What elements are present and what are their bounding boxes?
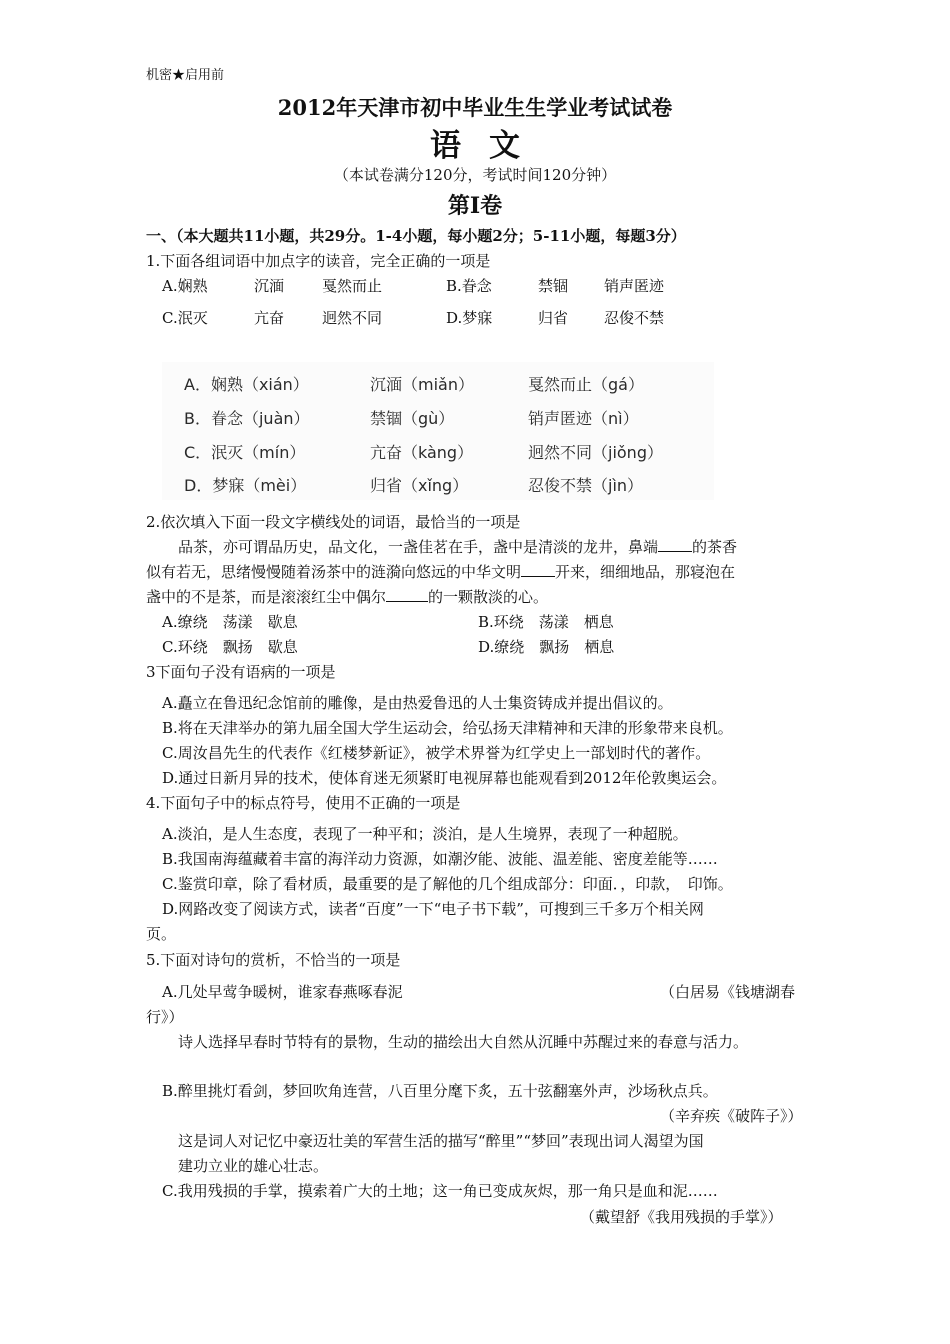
q2-blank-1: [658, 537, 692, 552]
q1-option-d-2: 归省: [538, 309, 569, 327]
pinyin-a-3: 戛然而止（gá）: [528, 375, 644, 394]
q5-option-a-poem: A.几处早莺争暖树，谁家春燕啄春泥: [162, 983, 403, 1001]
q1-option-d-3: 忍俊不禁: [604, 309, 665, 327]
q5-option-a-source-continued: 行》）: [146, 1008, 184, 1026]
q2-stem: 2.依次填入下面一段文字横线处的词语，最恰当的一项是: [146, 513, 521, 531]
pinyin-b-1: B．眷念（juàn）: [184, 409, 310, 428]
q5-option-a-source: （白居易《钱塘湖春: [660, 983, 796, 1001]
q2-text: 盏中的不是茶，而是滚滚红尘中偶尔: [146, 588, 387, 606]
q2-text: 似有若无，思绪慢慢随着汤茶中的涟漪向悠远的中华文明: [146, 563, 522, 581]
q4-option-c: C.鉴赏印章，除了看材质，最重要的是了解他的几个组成部分：印面．，印款， 印饰。: [162, 875, 733, 893]
part-title: 第Ⅰ卷: [447, 193, 503, 219]
pinyin-b-2: 禁锢（gù）: [370, 409, 455, 428]
q5-option-b-comment-continued: 建功立业的雄心壮志。: [178, 1157, 329, 1175]
q5-option-c-poem: C.我用残损的手掌，摸索着广大的土地；这一角已变成灰烬，那一角只是血和泥……: [162, 1182, 718, 1200]
q1-option-c-2: 亢奋: [254, 309, 285, 327]
q2-text: 的茶香: [692, 538, 738, 556]
pinyin-a-2: 沉湎（miǎn）: [370, 375, 474, 394]
q2-text: 的一颗散淡的心。: [428, 588, 549, 606]
q1-option-c-3: 迥然不同: [322, 309, 383, 327]
q2-passage-line-2: [146, 561, 735, 582]
q2-blank-3: [386, 587, 428, 602]
q4-option-d-continued: 页。: [146, 925, 177, 943]
q1-option-b-1: B.眷念: [446, 277, 492, 295]
q4-option-b: B.我国南海蕴藏着丰富的海洋动力资源，如潮汐能、波能、温差能、密度差能等……: [162, 850, 718, 868]
q2-option-c: C.环绕 飘扬 歇息: [162, 638, 298, 656]
q5-option-c-source: （戴望舒《我用残损的手掌》）: [580, 1208, 783, 1226]
q5-stem: 5.下面对诗句的赏析，不恰当的一项是: [146, 951, 401, 969]
confidential-mark: 机密★启用前: [146, 68, 225, 83]
q2-blank-2: [521, 562, 555, 577]
pinyin-d-2: 归省（xǐng）: [370, 476, 469, 495]
q1-option-b-2: 禁锢: [538, 277, 569, 295]
q4-option-a: A.淡泊，是人生态度，表现了一种平和；淡泊，是人生境界，表现了一种超脱。: [162, 825, 688, 843]
q1-option-a-3: 戛然而止: [322, 277, 383, 295]
pinyin-answer-image: [162, 362, 714, 500]
q5-option-b-comment: 这是词人对记忆中豪迈壮美的军营生活的描写“醉里”“梦回”表现出词人渴望为国: [178, 1132, 704, 1150]
q1-option-b-3: 销声匿迹: [604, 277, 665, 295]
q2-text: 开来，细细地品，那寝泡在: [555, 563, 736, 581]
pinyin-d-3: 忍俊不禁（jìn）: [528, 476, 644, 495]
q5-option-a-comment: 诗人选择早春时节特有的景物，生动的描绘出大自然从沉睡中苏醒过来的春意与活力。: [178, 1033, 749, 1051]
pinyin-c-3: 迥然不同（jiǒng）: [528, 443, 663, 462]
q2-text: 品茶，亦可谓品历史，品文化，一盏佳茗在手，盏中是清淡的龙井，鼻端: [178, 538, 659, 556]
q2-passage-line-1: [178, 536, 737, 557]
section-heading: 一、（本大题共11小题，共29分。1-4小题，每小题2分；5-11小题，每题3分）: [146, 227, 686, 245]
q3-stem: 3下面句子没有语病的一项是: [146, 663, 336, 681]
pinyin-b-3: 销声匿迹（nì）: [528, 409, 639, 428]
q2-option-d: D.缭绕 飘扬 栖息: [478, 638, 615, 656]
pinyin-d-1: D．梦寐（mèi）: [184, 476, 307, 495]
q1-option-d-1: D.梦寐: [446, 309, 493, 327]
q3-option-a: A.矗立在鲁迅纪念馆前的雕像，是由热爱鲁迅的人士集资铸成并提出倡议的。: [162, 694, 673, 712]
q5-option-b-source: （辛弃疾《破阵子》）: [660, 1107, 803, 1125]
q2-option-b: B.环绕 荡漾 栖息: [478, 613, 614, 631]
pinyin-a-1: A．娴熟（xián）: [184, 375, 309, 394]
q2-option-a: A.缭绕 荡漾 歇息: [162, 613, 298, 631]
q4-stem: 4.下面句子中的标点符号，使用不正确的一项是: [146, 794, 461, 812]
q2-passage-line-3: [146, 586, 548, 607]
exam-note: （本试卷满分120分，考试时间120分钟）: [333, 166, 617, 184]
q3-option-b: B.将在天津举办的第九届全国大学生运动会，给弘扬天津精神和天津的形象带来良机。: [162, 719, 733, 737]
q3-option-c: C.周汝昌先生的代表作《红楼梦新证》，被学术界誉为红学史上一部划时代的著作。: [162, 744, 711, 762]
q4-option-d: D.网路改变了阅读方式，读者“百度”一下“电子书下载”，可搜到三千多万个相关网: [162, 900, 704, 918]
q1-option-a-1: A.娴熟: [162, 277, 208, 295]
q1-option-c-1: C.泯灭: [162, 309, 208, 327]
subject-title: 语文: [430, 128, 548, 164]
q3-option-d: D.通过日新月异的技术，使体育迷无须紧盯电视屏幕也能观看到2012年伦敦奥运会。: [162, 769, 727, 787]
pinyin-c-2: 亢奋（kàng）: [370, 443, 474, 462]
q5-option-b-poem: B.醉里挑灯看剑，梦回吹角连营，八百里分麾下炙，五十弦翻塞外声，沙场秋点兵。: [162, 1082, 718, 1100]
pinyin-c-1: C．泯灭（mín）: [184, 443, 306, 462]
exam-title: 2012年天津市初中毕业生生学业考试试卷: [277, 95, 673, 120]
q1-option-a-2: 沉湎: [254, 277, 285, 295]
q1-stem: 1.下面各组词语中加点字的读音，完全正确的一项是: [146, 252, 491, 270]
